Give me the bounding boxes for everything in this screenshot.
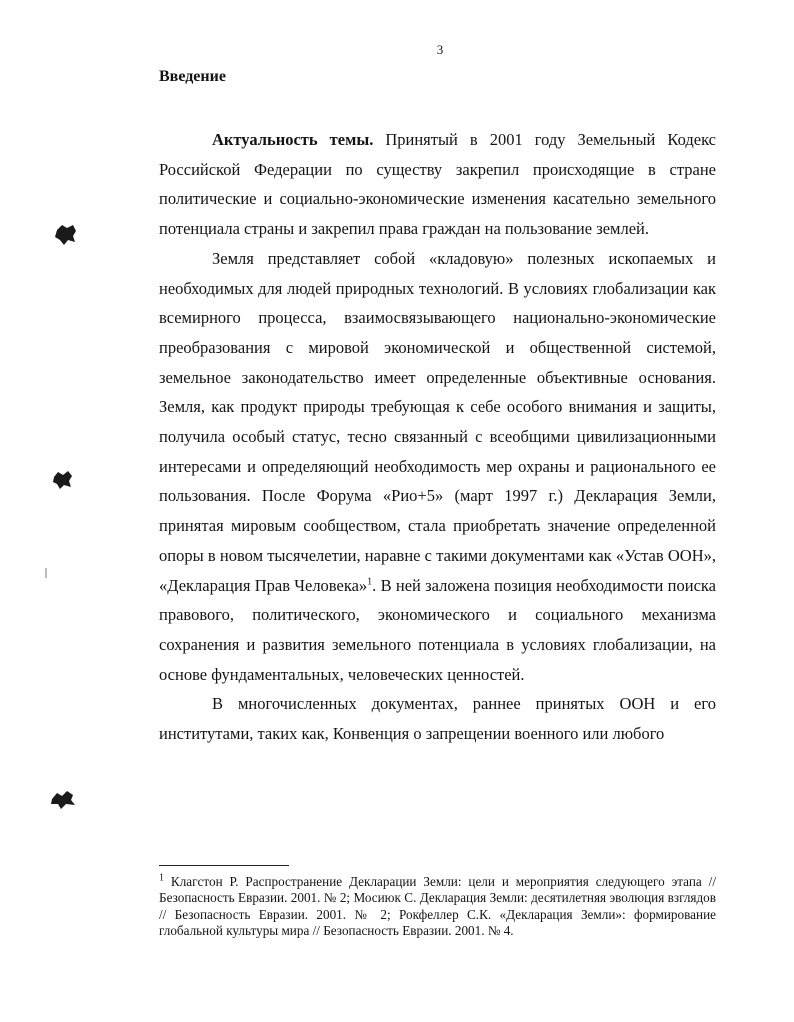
punch-hole-mark <box>50 790 76 810</box>
paragraph-earth <box>159 244 716 690</box>
section-heading: Введение <box>159 68 226 85</box>
scan-speck-mark <box>44 568 48 578</box>
paragraph-documents <box>159 689 716 748</box>
paragraph-relevance <box>159 125 716 244</box>
footnote-reference: 1 <box>367 576 373 588</box>
paragraph-lead: Актуальность темы. <box>212 130 374 149</box>
punch-hole-mark <box>54 224 78 246</box>
paragraph-text: В многочисленных документах, раннее принятых ООН и его институтами, таких как, Конвенция о запрещении военного или любого <box>159 694 716 744</box>
punch-hole-mark <box>52 470 74 490</box>
paragraph-text: . В ней заложена позиция необходимости поиска правового, политического, экономического и социального механизма сохранения и развития земельного потенциала в условиях глобализации, на основе фундаментальных, человеческих ценностей. <box>159 575 716 684</box>
body-text <box>159 125 716 749</box>
paragraph-text: Принятый в 2001 году Земельный Кодекс Российской Федерации по существу закрепил происходящие в стране политические и социально-экономические изменения касательно земельного потенциала страны и закрепил права граждан на пользование землей. <box>159 130 716 239</box>
footnote <box>159 874 716 939</box>
footnote-divider <box>159 865 289 866</box>
footnote-text: Клагстон Р. Распространение Декларации Земли: цели и мероприятия следующего этапа // Безопасность Евразии. 2001. № 2; Мосиюк С. Декларация Земли: десятилетняя эволюция взглядов // Безопасность Евразии. 2001. № 2; Рокфеллер С.К. «Декларация Земли»: формирование глобальной культуры мира // Безопасность Евразии. 2001. № 4. <box>159 874 716 938</box>
footnote-number: 1 <box>159 872 164 884</box>
paragraph-text: Земля представляет собой «кладовую» полезных ископаемых и необходимых для людей природных технологий. В условиях глобализации как всемирного процесса, взаимосвязывающего национально-экономические преобразования с мировой экономической и общественной системой, земельное законодательство имеет определенные объективные основания. Земля, как продукт природы требующая к себе особого внимания и защиты, получила особый статус, тесно связанный с всеобщими цивилизационными интересами и определяющий необходимость мер охраны и рационального ее пользования. После Форума «Рио+5» (март 1997 г.) Декларация Земли, принятая мировым сообществом, стала приобретать значение определенной опоры в новом тысячелетии, наравне с такими документами как «Устав ООН», «Декларация Прав Человека» <box>159 248 716 595</box>
page-number: 3 <box>436 42 444 57</box>
